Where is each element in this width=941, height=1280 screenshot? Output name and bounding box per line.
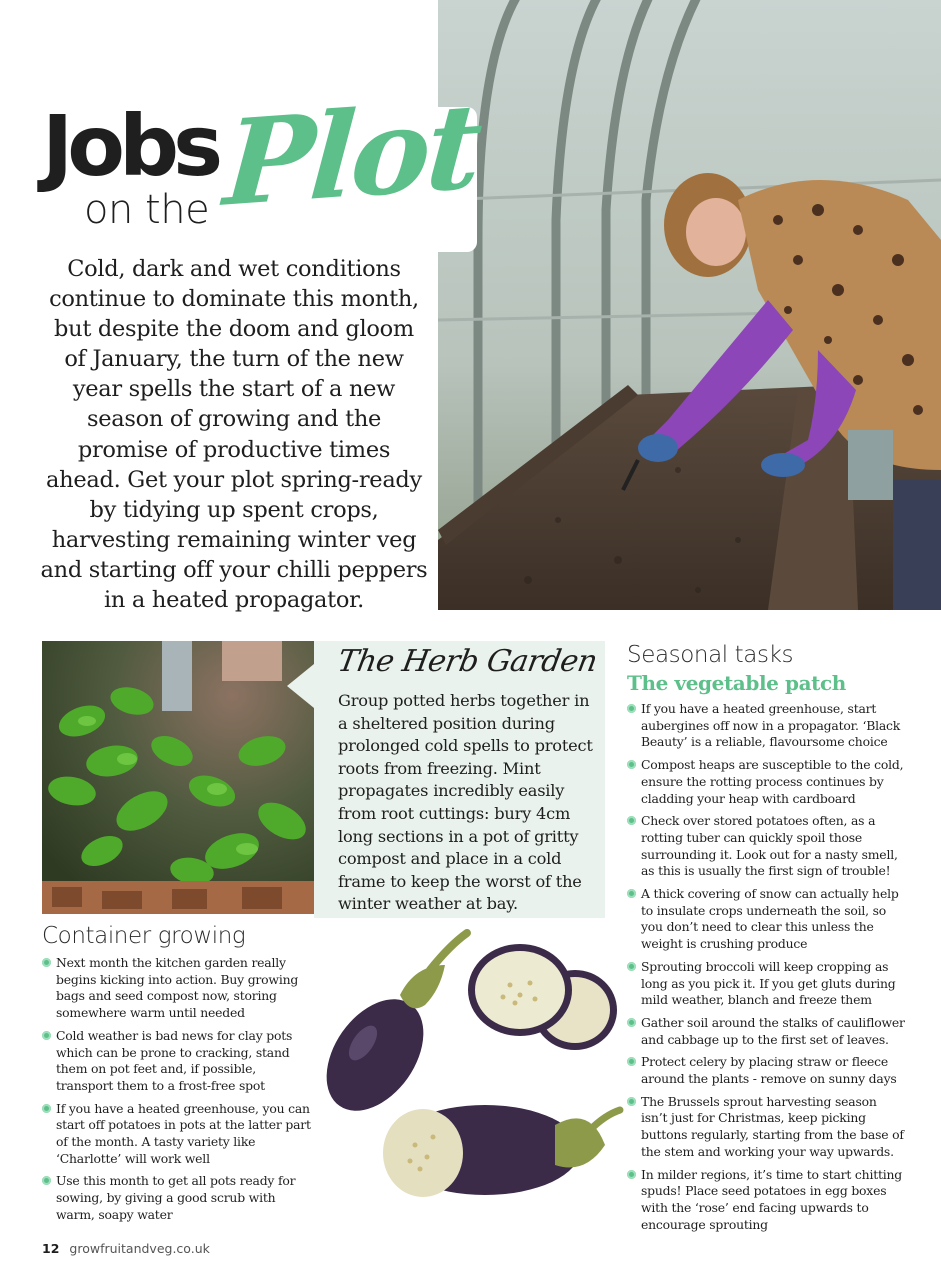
- bullet-icon: [627, 1057, 636, 1066]
- list-item: If you have a heated greenhouse, you can start off potatoes in pots at the latter part of the month. A tasty variety like ‘Charlotte’ will work well: [42, 1101, 312, 1168]
- list-item: Protect celery by placing straw or fleece around the plants - remove on sunny days: [627, 1054, 905, 1087]
- bullet-icon: [42, 1176, 51, 1185]
- bullet-icon: [627, 962, 636, 971]
- greenhouse-photo: [438, 0, 941, 610]
- bullet-icon: [42, 1104, 51, 1113]
- bullet-icon: [42, 1031, 51, 1040]
- container-growing-list: [42, 955, 312, 1230]
- intro-paragraph: Cold, dark and wet conditions continue to dominate this month, but despite the doom and gloom of January, the turn of the new year spells the start of a new season of growing and the promise of productive times ahead. Get your plot spring-ready by tidying up spent crops, harvesting remaining winter veg and starting off your chilli peppers in a heated propagator.: [40, 256, 428, 614]
- list-item: Next month the kitchen garden really begins kicking into action. Buy growing bags and seed compost now, storing somewhere warm until needed: [42, 955, 312, 1022]
- list-item: The Brussels sprout harvesting season isn’t just for Christmas, keep picking buttons regularly, starting from the base of the stem and working your way upwards.: [627, 1094, 905, 1161]
- bullet-icon: [627, 760, 636, 769]
- list-item: Compost heaps are susceptible to the cold, ensure the rotting process continues by cladding your heap with cardboard: [627, 757, 905, 807]
- container-growing-heading: Container growing: [42, 923, 246, 949]
- mint-photo: [42, 641, 314, 914]
- seasonal-tasks-heading: Seasonal tasks: [627, 642, 794, 668]
- herb-garden-title: The Herb Garden: [334, 644, 600, 679]
- title-plot: Plot: [220, 76, 483, 233]
- list-item: A thick covering of snow can actually help to insulate crops underneath the soil, so you don’t need to clear this unless the weight is crushing produce: [627, 886, 905, 953]
- list-item: If you have a heated greenhouse, start aubergines off now in a propagator. ‘Black Beauty’ is a reliable, flavoursome choice: [627, 701, 905, 751]
- bullet-icon: [42, 958, 51, 967]
- bullet-icon: [627, 1170, 636, 1179]
- vegetable-patch-heading: The vegetable patch: [627, 671, 846, 695]
- page-footer: [42, 1241, 210, 1256]
- list-item: Use this month to get all pots ready for sowing, by giving a good scrub with warm, soapy water: [42, 1173, 312, 1223]
- list-item: Cold weather is bad news for clay pots which can be prone to cracking, stand them on pot feet and, if possible, transport them to a frost-free spot: [42, 1028, 312, 1095]
- bullet-icon: [627, 816, 636, 825]
- list-item: Check over stored potatoes often, as a rotting tuber can quickly spoil those surrounding it. Look out for a nasty smell, as this is usually the first sign of trouble!: [627, 813, 905, 880]
- herb-box-pointer: [287, 664, 314, 708]
- list-item: Sprouting broccoli will keep cropping as long as you pick it. If you get gluts during mild weather, blanch and freeze them: [627, 959, 905, 1009]
- list-item: In milder regions, it’s time to start chitting spuds! Place seed potatoes in egg boxes with the ‘rose’ end facing upwards to encourage sprouting: [627, 1167, 905, 1234]
- vegetable-patch-list: [627, 701, 905, 1239]
- bullet-icon: [627, 704, 636, 713]
- bullet-icon: [627, 1018, 636, 1027]
- title-on-the: on the: [84, 187, 210, 233]
- aubergine-illustration: [305, 925, 625, 1225]
- page-number: 12: [42, 1241, 60, 1256]
- website-url: growfruitandveg.co.uk: [69, 1241, 210, 1256]
- list-item: Gather soil around the stalks of cauliflower and cabbage up to the first set of leaves.: [627, 1015, 905, 1048]
- title-jobs: Jobs: [42, 97, 218, 195]
- herb-garden-text: Group potted herbs together in a sheltered position during prolonged cold spells to protect roots from freezing. Mint propagates incredibly easily from root cuttings: bury 4cm long sections in a pot of gritty compost and place in a cold frame to keep the worst of the winter weather at bay.: [338, 691, 593, 914]
- bullet-icon: [627, 1097, 636, 1106]
- bullet-icon: [627, 889, 636, 898]
